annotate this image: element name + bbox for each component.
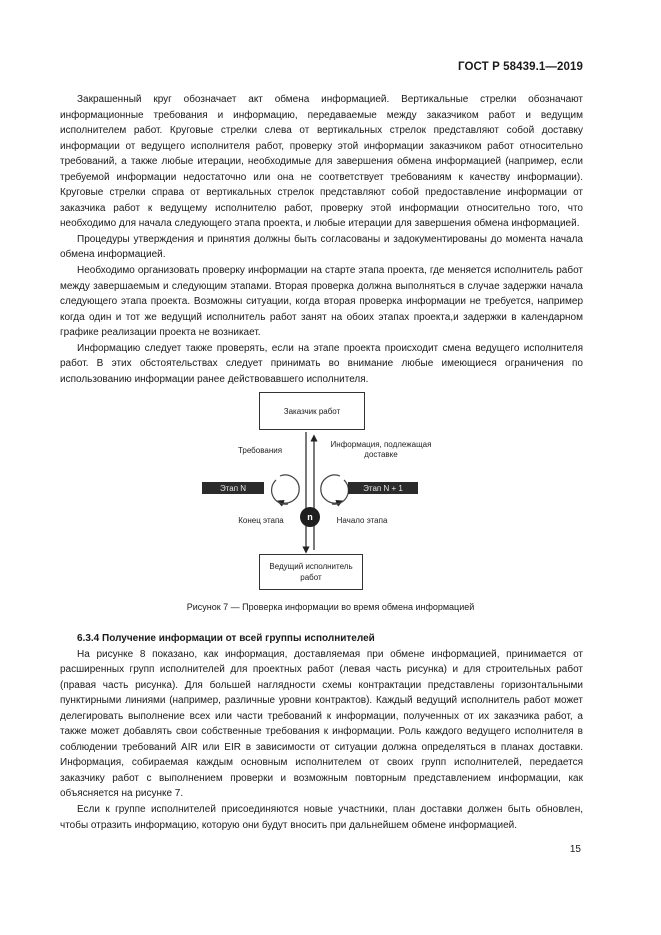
paragraph: Необходимо организовать проверку информации на старте этапа проекта, где меняется исполнитель работ между завершаемым и следующим этапами. Вторая проверка должна выполняться в случае задержки начала следующего этапа проекта. Возможны ситуации, когда вторая проверка информации не требуется, например когда один и тот же ведущий исполнитель работ занят на обоих этапах проекта,и задержки в календарном графике реализации проекта не возникает. (60, 265, 583, 339)
stage-start-label: Начало этапа (336, 516, 388, 525)
figure-7-diagram (190, 390, 450, 595)
stage-end-label: Конец этапа (238, 516, 284, 525)
paragraph: На рисунке 8 показано, как информация, доставляемая при обмене информацией, принимается от расширенных групп исполнителей для проектных работ (левая часть рисунка) и для строительных работ (правая часть рисунка). Для большей наглядности схемы контрактации представлены горизонтальными пунктирными линиями (например, различные уровни контрактов). Каждый ведущий исполнитель работ может делегировать выполнение всех или части требований к информации, полученных от их заказчика работ, а также может добавлять свои собственные требования к информации. Роль каждого ведущего исполнителя в соблюдении требований AIR или EIR в зависимости от ситуации должна определяться в планах доставки. Информация, собираемая каждым основным исполнителем от своих групп исполнителей, передается заказчику работ с выполнением проверки и возможным повторным представлением информации, как объясняется на рисунке 7. (60, 648, 583, 800)
left-circular-arrow (280, 475, 299, 503)
section-heading: 6.3.4 Получение информации от всей группы исполнителей (77, 633, 375, 644)
right-circular-arrow (321, 475, 340, 503)
document-standard-number: ГОСТ Р 58439.1—2019 (458, 61, 583, 73)
paragraph: Если к группе исполнителей присоединяются новые участники, план доставки должен быть обновлен, чтобы отразить информацию, которую они будут вносить при дальнейшем обмене информацией. (60, 804, 583, 831)
paragraph: Информацию следует также проверять, если на этапе проекта происходит смена ведущего исполнителя работ. В этих обстоятельствах следует принимать во внимание любые имеющиеся ограничения по использованию информации ранее действовавшего исполнителя. (60, 342, 583, 385)
section-6-3-4 (60, 631, 583, 833)
exchange-symbol: n (307, 512, 313, 522)
requirements-label: Требования (237, 446, 283, 455)
paragraph: Процедуры утверждения и принятия должны быть согласованы и задокументированы до момента начала обмена информацией. (60, 233, 583, 261)
deliverable-info-label: Информация, подлежащая доставке (330, 440, 432, 459)
page-number: 15 (569, 844, 581, 855)
paragraph: Закрашенный круг обозначает акт обмена информацией. Вертикальные стрелки обозначают информационные требования и информацию, передаваемые между заказчиком работ и ведущим исполнителем работ. Круговые стрелки слева от вертикальных стрелок представляют собой доставку информации от ведущего исполнителя работ, проверку этой информации заказчиком работ относительно требований, а также любые итерации, необходимые для завершения обмена информацией (например, если требуемой информации недостаточно или она не соответствует требованиям к качеству информации). Круговые стрелки справа от вертикальных стрелок представляют собой предоставление информации от заказчика работ к ведущему исполнителю работ, проверку этой информации относительно того, что необходимо для начала следующего этапа проекта, и любые итерации для завершения обмена информацией. (60, 94, 583, 230)
stage-n-bar: Этап N (202, 482, 264, 494)
intro-text (60, 92, 583, 387)
client-box: Заказчик работ (259, 392, 365, 430)
lead-contractor-box: Ведущий исполнитель работ (259, 554, 363, 590)
figure-caption: Рисунок 7 — Проверка информации во время обмена информацией (186, 602, 475, 612)
stage-n-plus-1-bar: Этап N + 1 (348, 482, 418, 494)
